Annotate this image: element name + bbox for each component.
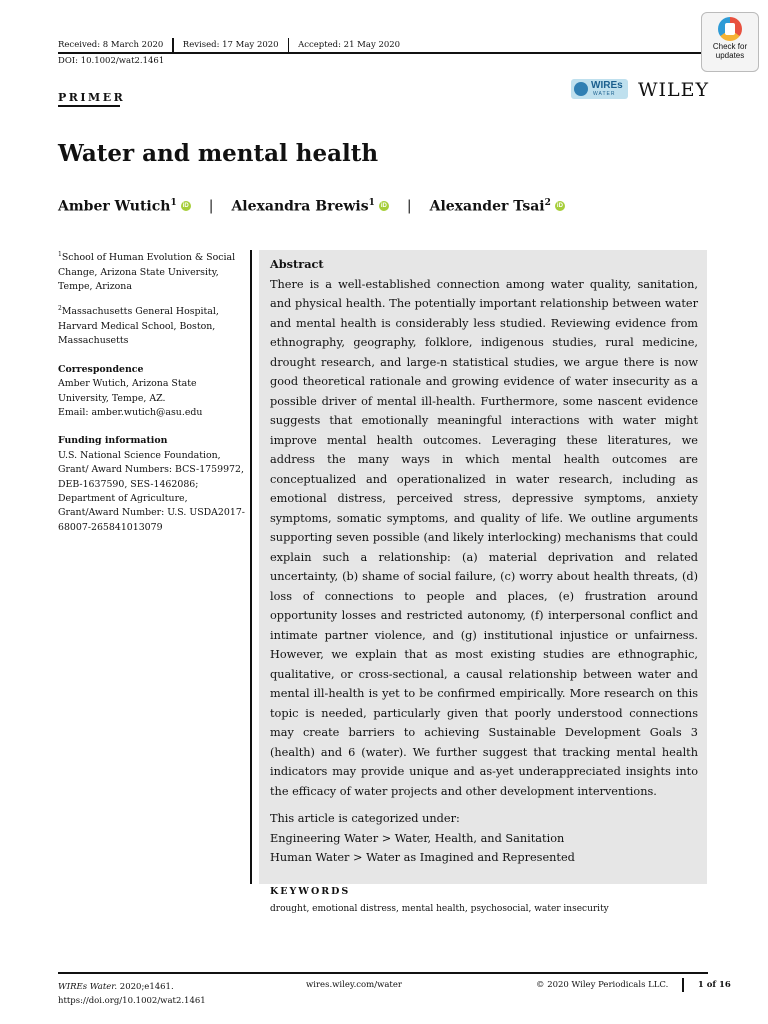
sidebar [58,248,250,543]
abstract-heading: Abstract [270,257,324,271]
accepted-date: Accepted: 21 May 2020 [298,40,401,50]
check-updates-label: Check for [712,42,748,51]
keywords-heading: KEYWORDS [270,885,351,897]
check-for-updates-button[interactable] [701,12,759,72]
funding [58,434,250,535]
article-dates [58,38,409,52]
abstract [270,255,698,917]
abstract-bar [250,250,252,884]
footer-citation [58,980,206,1008]
correspondence [58,363,250,421]
categories-intro: This article is categorized under: [270,812,460,825]
section-label: PRIMER [58,91,126,104]
journal-logo-subtext: WATER [593,91,616,97]
page-number: 1 of 16 [697,980,731,990]
affiliation-2: $^2$Massachusetts General Hospital, Harvard Medical School, Boston, Massachusetts [58,305,219,347]
orcid-icon[interactable]: iD [182,203,189,210]
publisher-logo: WILEY [638,79,710,101]
correspondence-address: Amber Wutich, Arizona State University, Tempe, AZ. [58,378,197,404]
footer-right [536,978,731,992]
category-item[interactable]: Engineering Water > Water, Health, and Sanitation [270,831,565,845]
author-separator: | [406,198,412,215]
correspondence-email[interactable]: Email: amber.wutich@asu.edu [58,406,203,418]
journal-website[interactable]: wires.wiley.com/water [306,980,402,990]
journal-logo-text: WIREs [591,80,623,91]
doi-link[interactable]: https://doi.org/10.1002/wat2.1461 [58,996,206,1006]
crossmark-icon [718,17,742,41]
check-updates-label-2: updates [715,51,745,60]
affiliation-1: $^1$School of Human Evolution & Social Change, Arizona State University, Tempe, Arizona [58,251,236,292]
funding-heading: Funding information [58,435,168,447]
article-title: Water and mental health [58,140,379,167]
journal-name: WIREs Water. [58,982,118,992]
author-name[interactable]: Amber Wutich$^1$ [58,198,177,215]
author-list [58,198,565,215]
revised-date: Revised: 17 May 2020 [182,40,279,50]
divider [682,978,684,992]
doi: DOI: 10.1002/wat2.1461 [58,56,165,66]
correspondence-heading: Correspondence [58,363,144,375]
footer-rule [58,972,708,974]
water-drop-icon [574,82,588,96]
funding-text: U.S. National Science Foundation, Grant/ Award Numbers: BCS-1759972, DEB-1637590, SES-1462086; Department of Agriculture, Grant/Award Number: U.S. USDA2017-68007-265841013079 [58,449,245,533]
copyright: © 2020 Wiley Periodicals LLC. [536,980,669,990]
wires-water-logo [571,79,628,99]
section-rule [58,105,120,107]
citation: 2020;e1461. [117,982,174,992]
author-name[interactable]: Alexander Tsai$^2$ [429,198,551,215]
author-separator: | [208,198,214,215]
received-date: Received: 8 March 2020 [58,40,164,50]
category-item[interactable]: Human Water > Water as Imagined and Represented [270,851,575,864]
abstract-text: There is a well-established connection among water quality, sanitation, and physical health. The potentially important relationship between water and mental health is considerably less studied. Reviewing evidence from ethnography, geography, folklore, indigenous studies, rural medicine, drought research, and large-n statistical studies, we argue there is now good theoretical rationale and growing evidence of water insecurity as a possible driver of mental ill-health. Furthermore, some nascent evidence suggests that emotionally meaningful interactions with water might improve mental health outcomes. Leveraging these literatures, we address the many ways in which mental health outcomes are conceptualized and operationalized in water research, including as emotional distress, perceived stress, depressive symptoms, anxiety symptoms, somatic symptoms, and quality of life. We outline arguments supporting seven possible (and likely interlocking) mechanisms that could explain such a relationship: (a) material deprivation and related uncertainty, (b) shame of social failure, (c) worry about health threats, (d) loss of connections to people and places, (e) frustration around opportunity losses and restricted autonomy, (f) interpersonal conflict and intimate partner violence, and (g) institutional injustice or unfairness. However, we explain that as most existing studies are ethnographic, qualitative, or cross-sectional, a causal relationship between water and mental ill-health is yet to be confirmed empirically. More research on this topic is needed, particularly given that poorly understood connections may create barriers to achieving Sustainable Development Goals 3 (health) and 6 (water). We further suggest that tracking mental health indicators may provide unique and as-yet underappreciated insights into the efficacy of water projects and other development interventions. [270,277,698,798]
orcid-icon[interactable]: iD [380,203,387,210]
header-rule [58,52,708,54]
orcid-icon[interactable]: iD [556,203,563,210]
keywords: drought, emotional distress, mental health, psychosocial, water insecurity [270,904,609,914]
author-name[interactable]: Alexandra Brewis$^1$ [231,198,375,215]
